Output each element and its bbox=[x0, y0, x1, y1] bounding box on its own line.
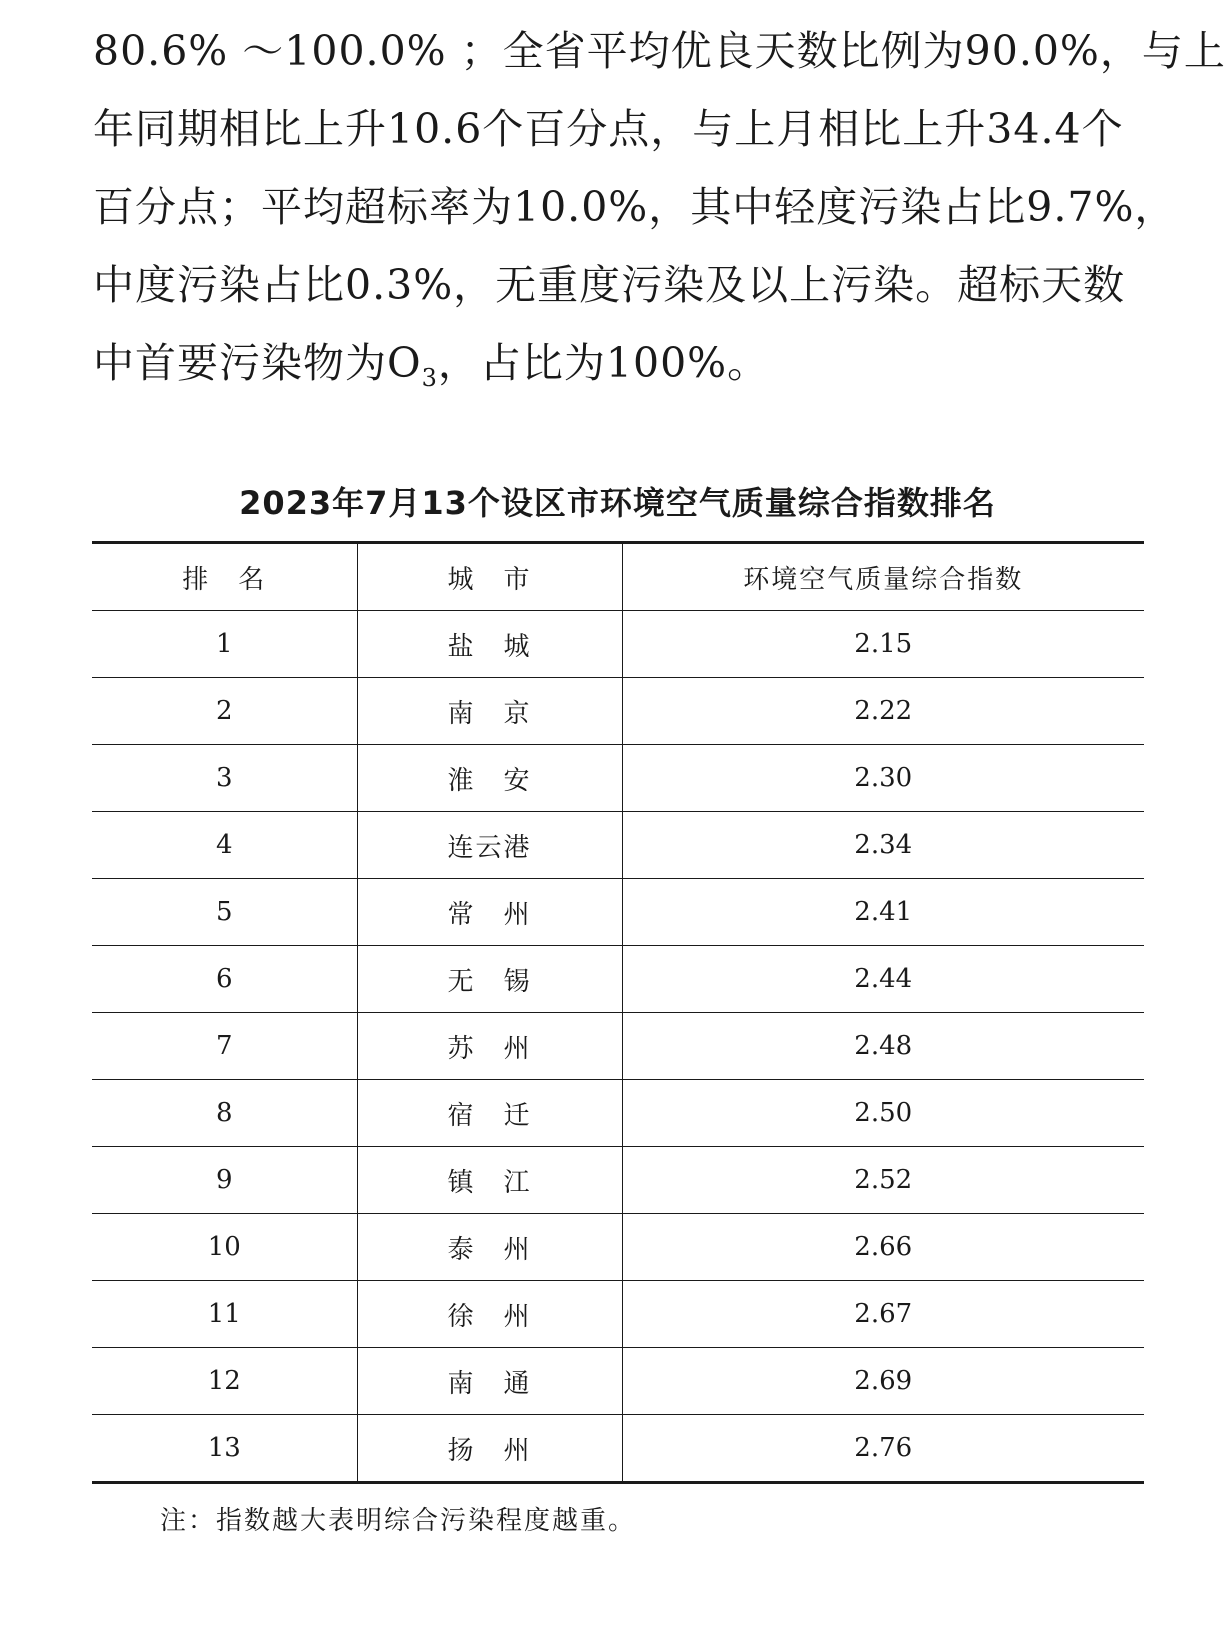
table-row bbox=[92, 1013, 1144, 1080]
city-cell: 徐 州 bbox=[357, 1281, 622, 1348]
table-row bbox=[92, 611, 1144, 678]
city-cell: 镇 江 bbox=[357, 1147, 622, 1214]
index-cell: 2.34 bbox=[622, 812, 1144, 879]
table-row bbox=[92, 1348, 1144, 1415]
paragraph-line: 年同期相比上升10.6个百分点，与上月相比上升34.4个 bbox=[93, 105, 1124, 153]
city-cell: 苏 州 bbox=[357, 1013, 622, 1080]
index-cell: 2.67 bbox=[622, 1281, 1144, 1348]
city-cell: 宿 迁 bbox=[357, 1080, 622, 1147]
index-cell: 2.48 bbox=[622, 1013, 1144, 1080]
rank-cell: 8 bbox=[92, 1080, 357, 1147]
index-cell: 2.22 bbox=[622, 678, 1144, 745]
index-cell: 2.15 bbox=[622, 611, 1144, 678]
rank-cell: 3 bbox=[92, 745, 357, 812]
index-cell: 2.69 bbox=[622, 1348, 1144, 1415]
table-row bbox=[92, 745, 1144, 812]
table-row bbox=[92, 678, 1144, 745]
index-cell: 2.44 bbox=[622, 946, 1144, 1013]
rank-cell: 4 bbox=[92, 812, 357, 879]
paragraph-text: ，占比为100%。 bbox=[437, 339, 770, 387]
city-cell: 扬 州 bbox=[357, 1415, 622, 1483]
index-cell: 2.66 bbox=[622, 1214, 1144, 1281]
table-row bbox=[92, 1214, 1144, 1281]
city-cell: 无 锡 bbox=[357, 946, 622, 1013]
index-cell: 2.52 bbox=[622, 1147, 1144, 1214]
index-cell: 2.50 bbox=[622, 1080, 1144, 1147]
city-cell: 常 州 bbox=[357, 879, 622, 946]
index-cell: 2.30 bbox=[622, 745, 1144, 812]
rank-cell: 9 bbox=[92, 1147, 357, 1214]
table-row bbox=[92, 1415, 1144, 1483]
city-cell: 泰 州 bbox=[357, 1214, 622, 1281]
table-row bbox=[92, 1147, 1144, 1214]
paragraph-line: 80.6% ～100.0% ；全省平均优良天数比例为90.0%，与上 bbox=[93, 27, 1226, 75]
rank-cell: 13 bbox=[207, 1433, 241, 1463]
body-paragraph bbox=[93, 12, 1226, 402]
table-footnote: 注：指数越大表明综合污染程度越重。 bbox=[160, 1506, 637, 1536]
table-header-row bbox=[92, 543, 1144, 611]
table-row bbox=[92, 946, 1144, 1013]
table-row bbox=[92, 1080, 1144, 1147]
city-cell: 南 通 bbox=[357, 1348, 622, 1415]
index-cell: 2.41 bbox=[622, 879, 1144, 946]
header-city: 城 市 bbox=[357, 543, 622, 611]
rank-cell: 11 bbox=[92, 1281, 357, 1348]
index-cell: 2.76 bbox=[622, 1415, 1144, 1483]
rank-cell: 10 bbox=[92, 1214, 357, 1281]
paragraph-line: 百分点；平均超标率为10.0%，其中轻度污染占比9.7%， bbox=[93, 183, 1177, 231]
rank-cell: 6 bbox=[92, 946, 357, 1013]
table-row bbox=[92, 879, 1144, 946]
table-row bbox=[92, 1281, 1144, 1348]
table-row bbox=[92, 812, 1144, 879]
paragraph-line: 中度污染占比0.3%，无重度污染及以上污染。超标天数 bbox=[93, 261, 1126, 309]
city-cell: 南 京 bbox=[357, 678, 622, 745]
ranking-table bbox=[92, 541, 1144, 1484]
pollutant-subscript: 3 bbox=[421, 364, 438, 393]
paragraph-line bbox=[93, 324, 1143, 402]
header-index: 环境空气质量综合指数 bbox=[622, 543, 1144, 611]
rank-cell: 1 bbox=[92, 611, 357, 678]
city-cell: 连云港 bbox=[357, 812, 622, 879]
rank-cell: 2 bbox=[92, 678, 357, 745]
city-cell: 淮 安 bbox=[357, 745, 622, 812]
rank-cell: 5 bbox=[92, 879, 357, 946]
rank-cell: 7 bbox=[92, 1013, 357, 1080]
table-title: 2023年7月13个设区市环境空气质量综合指数排名 bbox=[239, 484, 996, 522]
city-cell: 盐 城 bbox=[357, 611, 622, 678]
header-rank: 排 名 bbox=[92, 543, 357, 611]
rank-cell: 12 bbox=[92, 1348, 357, 1415]
paragraph-text: 中首要污染物为O bbox=[93, 339, 422, 387]
